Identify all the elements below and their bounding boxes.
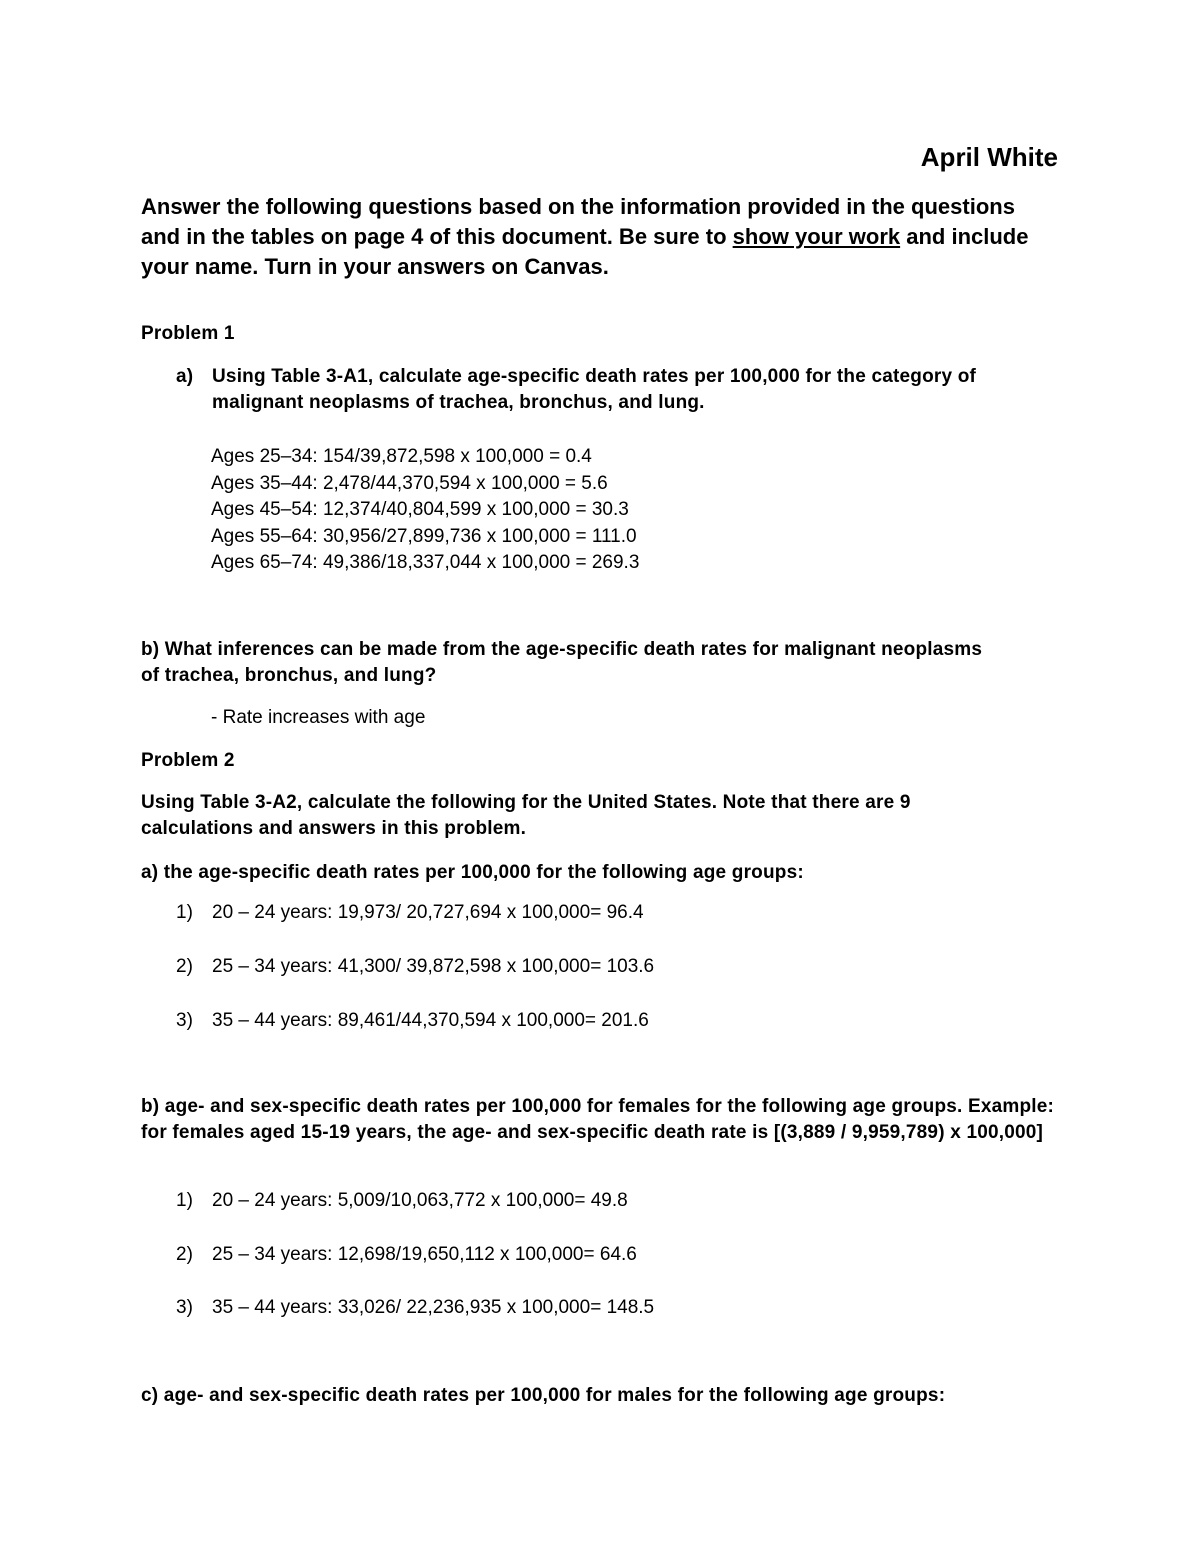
intro-underlined-text: show your work <box>732 224 901 249</box>
problem2-question-b: b) age- and sex-specific death rates per 100,000 for females for the following age groups. Example: for females aged 15-19 years, the age- and sex-specific death rate is [(3,889 / 9,959,789) x 100,000] <box>141 1096 1055 1143</box>
list-number: 1) <box>176 902 193 923</box>
problem2-question-a: a) the age-specific death rates per 100,000 for the following age groups: <box>141 862 804 883</box>
answer-line: Ages 35–44: 2,478/44,370,594 x 100,000 = 5.6 <box>211 472 608 494</box>
author-name: April White <box>920 142 1058 172</box>
problem1-question-a <box>176 364 1046 416</box>
problem1-answer-b: - Rate increases with age <box>211 707 426 728</box>
intro-paragraph <box>141 192 1041 282</box>
question-a-text: Using Table 3-A1, calculate age-specific death rates per 100,000 for the category of malignant neoplasms of trachea, bronchus, and lung. <box>212 366 977 413</box>
problem1-question-b: b) What inferences can be made from the age-specific death rates for malignant neoplasms of trachea, bronchus, and lung? <box>141 639 983 686</box>
intro-text-1: Answer the following questions based on the information provided in the questions and in the tables on page 4 of this document. Be sure to <box>141 194 1015 249</box>
list-item <box>176 902 644 924</box>
answer-line: Ages 25–34: 154/39,872,598 x 100,000 = 0.4 <box>211 446 592 467</box>
problem1-heading: Problem 1 <box>141 323 235 344</box>
list-text: 35 – 44 years: 33,026/ 22,236,935 x 100,000= 148.5 <box>212 1297 655 1318</box>
list-text: 20 – 24 years: 19,973/ 20,727,694 x 100,000= 96.4 <box>212 902 644 923</box>
list-number: 2) <box>176 956 193 977</box>
list-item <box>176 956 654 978</box>
problem2-instructions: Using Table 3-A2, calculate the following for the United States. Note that there are 9 calculations and answers in this problem. <box>141 792 911 839</box>
list-number: 3) <box>176 1297 193 1318</box>
list-number: 3) <box>176 1010 193 1031</box>
problem2-heading: Problem 2 <box>141 750 235 771</box>
answer-line: Ages 55–64: 30,956/27,899,736 x 100,000 = 111.0 <box>211 525 637 547</box>
list-text: 20 – 24 years: 5,009/10,063,772 x 100,000= 49.8 <box>212 1190 628 1211</box>
answer-line: Ages 45–54: 12,374/40,804,599 x 100,000 = 30.3 <box>211 499 629 521</box>
list-item <box>176 1010 649 1032</box>
list-item <box>176 1297 654 1319</box>
list-text: 25 – 34 years: 41,300/ 39,872,598 x 100,000= 103.6 <box>212 956 655 977</box>
intro-text-2: and include your name. Turn in your answers on Canvas. <box>141 224 1029 279</box>
list-item <box>176 1244 637 1266</box>
problem2-question-c: c) age- and sex-specific death rates per 100,000 for males for the following age groups: <box>141 1385 946 1406</box>
answer-line: Ages 65–74: 49,386/18,337,044 x 100,000 = 269.3 <box>211 552 640 574</box>
list-item <box>176 1190 628 1212</box>
problem1-answers <box>211 444 639 577</box>
list-text: 35 – 44 years: 89,461/44,370,594 x 100,000= 201.6 <box>212 1010 649 1031</box>
question-a-label: a) <box>176 366 194 387</box>
list-number: 1) <box>176 1190 193 1211</box>
list-number: 2) <box>176 1244 193 1265</box>
list-text: 25 – 34 years: 12,698/19,650,112 x 100,000= 64.6 <box>212 1244 637 1265</box>
